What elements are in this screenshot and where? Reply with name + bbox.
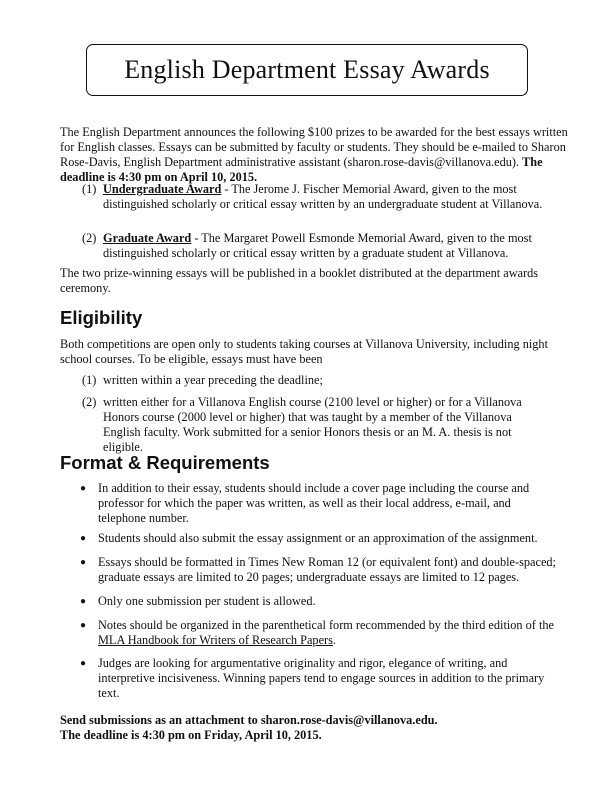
- award-number: (1): [82, 182, 97, 196]
- award-text: [103, 231, 552, 261]
- requirement-text: [98, 618, 560, 648]
- bullet-icon: ●: [80, 658, 87, 669]
- requirement-bullet: [80, 656, 560, 701]
- title-box: [86, 44, 528, 96]
- page-title: English Department Essay Awards: [124, 55, 490, 84]
- intro-text: The English Department announces the following $100 prizes to be awarded for the best essays written for English classes. Essays can be submitted by faculty or students. They should be e-mailed to Sharon Rose-Davis, English Department administrative assistant (sharon.rose-davis@villanova.edu).: [60, 125, 568, 169]
- eligibility-item: [82, 395, 552, 455]
- requirement-text: Students should also submit the essay assignment or an approximation of the assignment.: [98, 531, 538, 545]
- award-item-graduate: [82, 231, 552, 261]
- eligibility-item: [82, 373, 552, 388]
- award-description: - The Margaret Powell Esmonde Memorial Award, given to the most distinguished scholarly or critical essay written by a graduate student at Villanova.: [103, 231, 532, 260]
- requirement-text: Only one submission per student is allowed.: [98, 594, 316, 608]
- requirement-text: In addition to their essay, students should include a cover page including the course and professor for which the paper was written, as well as their local address, e-mail, and telephone number.: [98, 481, 530, 525]
- eligibility-text: written either for a Villanova English course (2100 level or higher) or for a Villanova Honors course (2000 level or higher) that was taught by a member of the Villanova English faculty. Work submitted for a senior Honors thesis or an M. A. thesis is not eligible.: [103, 395, 522, 454]
- notes-text: Notes should be organized in the parenthetical form recommended by the third edition of the: [98, 618, 554, 632]
- bullet-icon: ●: [80, 483, 87, 494]
- mla-handbook-title: MLA Handbook for Writers of Research Papers: [98, 633, 333, 647]
- footer: [60, 713, 580, 743]
- requirement-bullet: [80, 555, 560, 585]
- requirement-bullet: [80, 531, 560, 546]
- publication-note: The two prize-winning essays will be published in a booklet distributed at the department awards ceremony.: [60, 266, 539, 295]
- eligibility-number: (1): [82, 373, 97, 387]
- requirement-text: Essays should be formatted in Times New Roman 12 (or equivalent font) and double-spaced; graduate essays are limited to 20 pages; undergraduate essays are limited to 12 pages.: [98, 555, 556, 584]
- eligibility-intro: Both competitions are open only to students taking courses at Villanova University, including night school courses. To be eligible, essays must have been: [60, 337, 548, 366]
- award-name: Undergraduate Award: [103, 182, 222, 196]
- requirement-text: Judges are looking for argumentative originality and rigor, elegance of writing, and interpretive incisiveness. Winning papers tend to engage sources in addition to the primary text.: [98, 656, 545, 700]
- award-text: [103, 182, 552, 212]
- requirement-bullet: [80, 481, 560, 526]
- intro-deadline: The deadline is 4:30 pm on April 10, 2015.: [60, 155, 543, 184]
- requirement-bullet: [80, 594, 560, 609]
- requirement-bullet-notes: [80, 618, 560, 648]
- award-description: - The Jerome J. Fischer Memorial Award, given to the most distinguished scholarly or critical essay written by an undergraduate student at Villanova.: [103, 182, 543, 211]
- bullet-icon: ●: [80, 620, 87, 631]
- eligibility-heading: Eligibility: [60, 307, 143, 328]
- bullet-icon: ●: [80, 596, 87, 607]
- footer-deadline-line: The deadline is 4:30 pm on Friday, April 10, 2015.: [60, 728, 322, 742]
- award-item-undergraduate: [82, 182, 552, 212]
- bullet-icon: ●: [80, 533, 87, 544]
- eligibility-number: (2): [82, 395, 97, 409]
- bullet-icon: ●: [80, 557, 87, 568]
- format-heading: Format & Requirements: [60, 452, 270, 473]
- notes-end: .: [332, 633, 336, 647]
- eligibility-text: written within a year preceding the deadline;: [103, 373, 323, 387]
- award-name: Graduate Award: [103, 231, 192, 245]
- intro-paragraph: [60, 125, 570, 185]
- award-number: (2): [82, 231, 97, 245]
- footer-submission-line: Send submissions as an attachment to sharon.rose-davis@villanova.edu.: [60, 713, 438, 727]
